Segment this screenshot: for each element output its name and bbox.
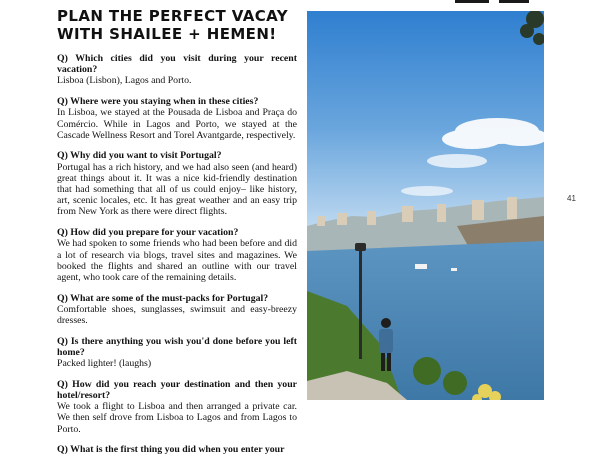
question: Q) How did you reach your destination and then your hotel/resort?: [57, 378, 297, 402]
question: Q) What is the first thing you did when you enter your: [57, 444, 285, 456]
page-number: 41: [567, 194, 576, 203]
answer: In Lisboa, we stayed at the Pousada de Lisboa and Praça do Comércio. While in Lagos and Porto, we stayed at the Cascade Wellness Resort and Torel Avantgarde, respectively.: [57, 107, 297, 141]
answer: Comfortable shoes, sunglasses, swimsuit and easy-breezy dresses.: [57, 303, 297, 327]
answer: We took a flight to Lisboa and then arranged a private car. We then self drove from Lisboa to Lagos and from Lagos to Porto.: [57, 401, 297, 435]
header-strip-bar: [499, 0, 529, 3]
question: Q) Why did you want to visit Portugal?: [57, 150, 222, 162]
qa-item: [57, 150, 297, 217]
answer: Lisboa (Lisbon), Lagos and Porto.: [57, 75, 192, 87]
interview-qa: [57, 53, 297, 465]
qa-item: [57, 444, 297, 455]
answer: Packed lighter! (laughs): [57, 358, 152, 370]
top-header-strip: [455, 0, 545, 3]
qa-item: [57, 53, 297, 87]
header-strip-bar: [455, 0, 489, 3]
article-headline: [57, 7, 297, 43]
qa-item: [57, 379, 297, 435]
answer: We had spoken to some friends who had been before and did a lot of research via blogs, travel sites and magazines. We booked the flights and shared an outline with our travel agent, who took care of the remaining details.: [57, 238, 297, 283]
answer: Portugal has a rich history, and we had also seen (and heard) great things about it. It was a nice kid-friendly destination that had something that all of us could enjoy– like history, art, scenic locales, etc. It has great weather and an easy trip from New York as there were direct flights.: [57, 161, 297, 218]
photo-illustration: [307, 11, 544, 400]
porto-river-photo: [307, 11, 544, 400]
question: Q) Which cities did you visit during your recent vacation?: [57, 53, 297, 76]
qa-item: [57, 336, 297, 370]
question: Q) How did you prepare for your vacation?: [57, 227, 239, 239]
headline-line-2: WITH SHAILEE + HEMEN!: [57, 25, 277, 43]
question: Q) Is there anything you wish you'd done before you left home?: [57, 335, 297, 358]
qa-item: [57, 227, 297, 283]
qa-item: [57, 293, 297, 327]
question: Q) Where were you staying when in these cities?: [57, 96, 259, 108]
headline-line-1: PLAN THE PERFECT VACAY: [57, 7, 288, 25]
question: Q) What are some of the must-packs for Portugal?: [57, 292, 269, 304]
qa-item: [57, 96, 297, 141]
